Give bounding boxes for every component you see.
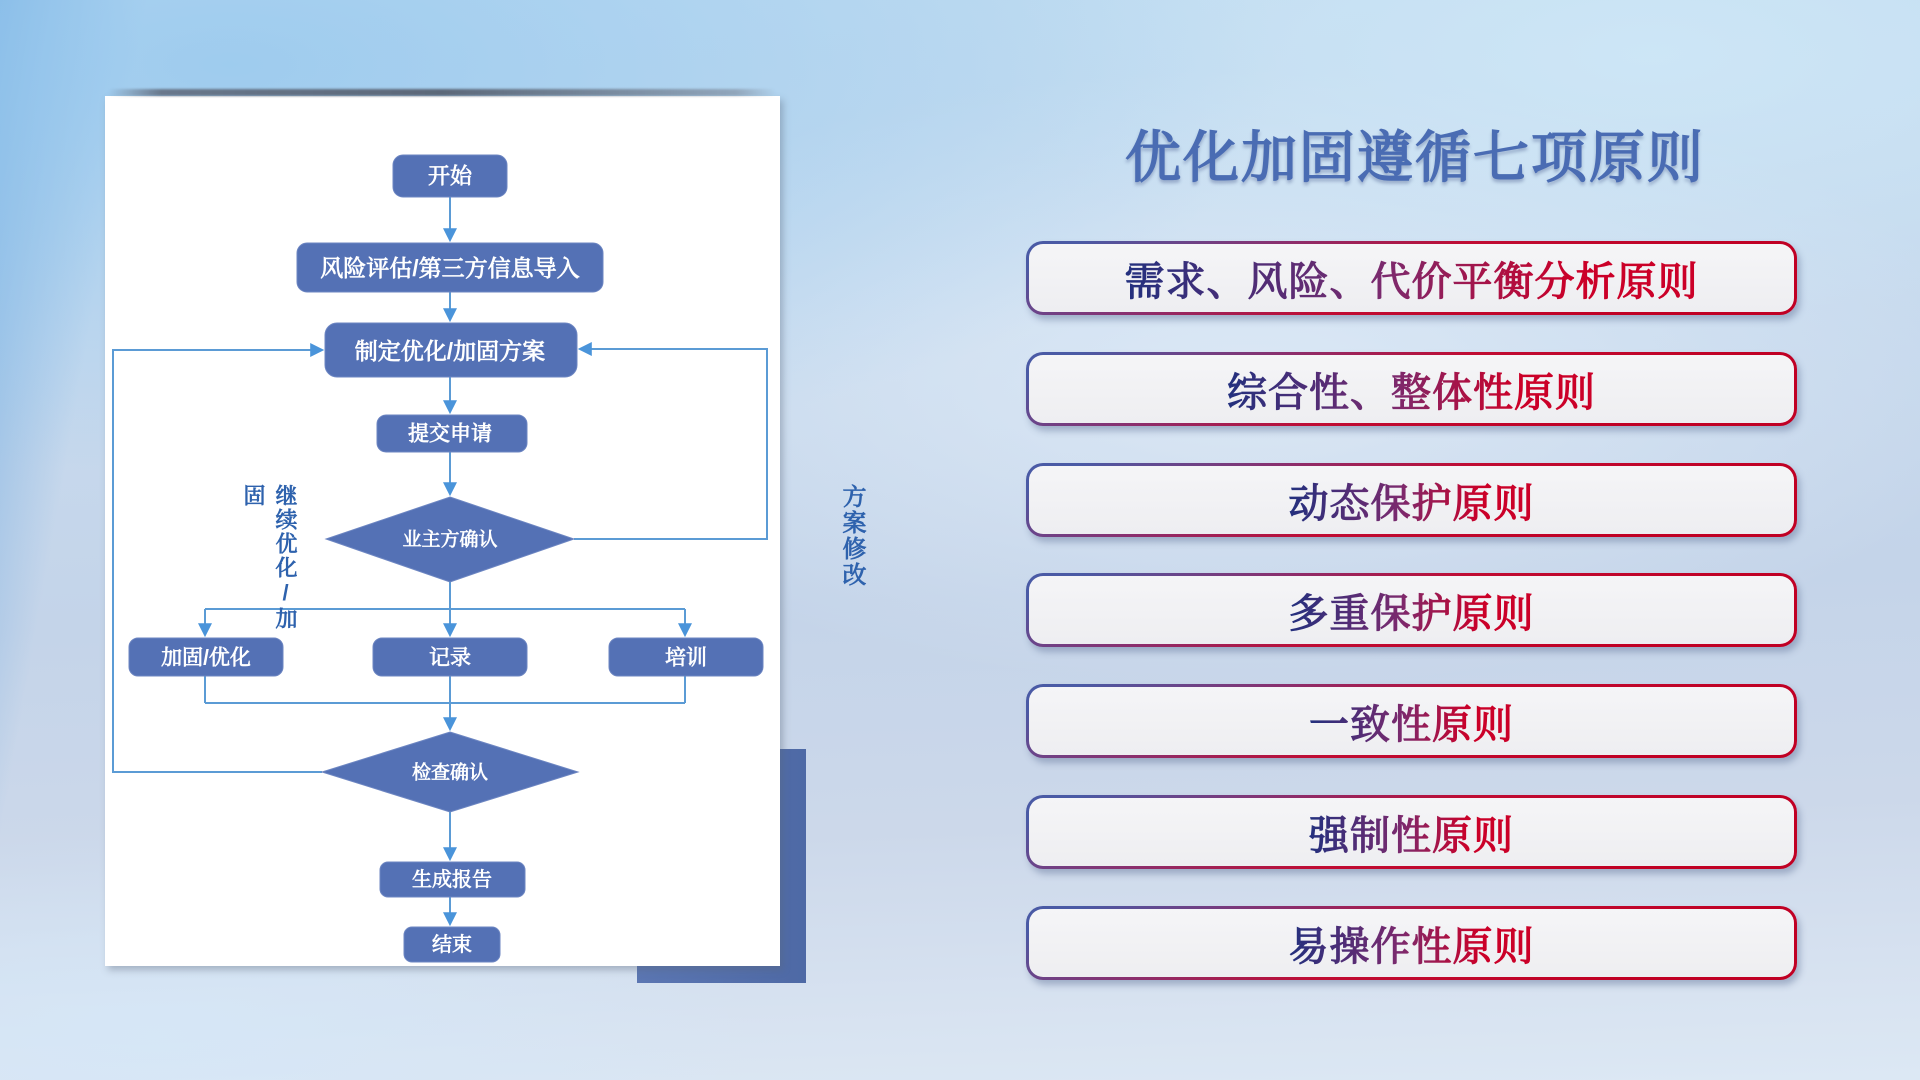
principle-box-6 bbox=[1026, 795, 1797, 869]
slide-title: 优化加固遵循七项原则 bbox=[1125, 126, 1705, 189]
loop-label-plan-revision: 方案修改 bbox=[838, 484, 865, 588]
node-generate-report-label: 生成报告 bbox=[412, 869, 492, 891]
principle-text-2: 综合性、整体性原则 bbox=[1227, 361, 1596, 418]
node-make-plan-label: 制定优化/加固方案 bbox=[354, 338, 546, 364]
principle-box-inner bbox=[1029, 244, 1794, 312]
principle-text-7: 易操作性原则 bbox=[1289, 915, 1535, 972]
node-risk-import-label: 风险评估/第三方信息导入 bbox=[320, 255, 580, 281]
card-top-shadow bbox=[108, 89, 776, 96]
node-reinforce-optimize-label: 加固/优化 bbox=[161, 646, 251, 670]
node-end-label: 结束 bbox=[432, 934, 472, 956]
node-submit-label: 提交申请 bbox=[408, 422, 492, 446]
principle-text-5: 一致性原则 bbox=[1309, 693, 1514, 750]
loop-plan-revision bbox=[574, 349, 767, 539]
node-owner-confirm-label: 业主方确认 bbox=[402, 529, 498, 551]
principle-box-3 bbox=[1026, 463, 1797, 537]
principle-box-inner bbox=[1029, 355, 1794, 423]
principle-box-5 bbox=[1026, 684, 1797, 758]
node-training-label: 培训 bbox=[665, 646, 707, 670]
process-flowchart bbox=[105, 96, 780, 966]
node-check-confirm-label: 检查确认 bbox=[411, 762, 489, 784]
principle-box-1 bbox=[1026, 241, 1797, 315]
loop-label-continue-optimize: 继续优化/加固 bbox=[241, 484, 298, 631]
principle-box-inner bbox=[1029, 466, 1794, 534]
principle-box-inner bbox=[1029, 687, 1794, 755]
node-record-label: 记录 bbox=[429, 646, 471, 670]
principle-box-7 bbox=[1026, 906, 1797, 980]
principle-text-1: 需求、风险、代价平衡分析原则 bbox=[1125, 250, 1699, 307]
principle-box-2 bbox=[1026, 352, 1797, 426]
principle-text-4: 多重保护原则 bbox=[1289, 582, 1535, 639]
principle-text-6: 强制性原则 bbox=[1309, 804, 1514, 861]
node-start-label: 开始 bbox=[427, 163, 473, 189]
principle-box-4 bbox=[1026, 573, 1797, 647]
principle-box-inner bbox=[1029, 798, 1794, 866]
principle-text-3: 动态保护原则 bbox=[1289, 472, 1535, 529]
principle-box-inner bbox=[1029, 576, 1794, 644]
principle-box-inner bbox=[1029, 909, 1794, 977]
flowchart-card bbox=[105, 96, 865, 966]
